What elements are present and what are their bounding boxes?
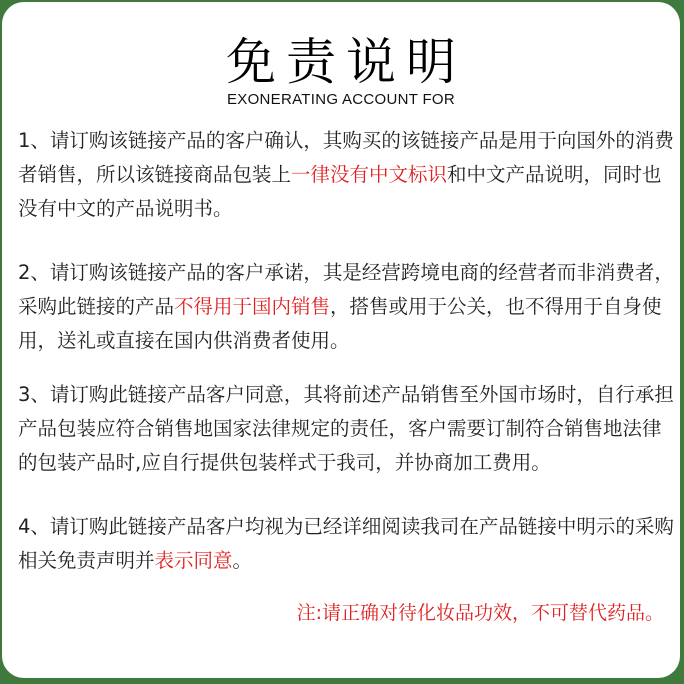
- clause-1: [18, 124, 674, 226]
- cosmetics-note: 注:请正确对待化妆品功效，不可替代药品。: [296, 602, 664, 624]
- clause-4: [18, 510, 674, 578]
- clause-1-text: 1、请订购该链接产品的客户确认，其购买的该链接产品是用于向国外的消费者销售，所以该链接商品包装上: [18, 129, 674, 186]
- clause-1-highlight: 一律没有中文标识: [291, 163, 448, 186]
- page-title: 免责说明: [226, 33, 466, 91]
- clause-2-text-end: ，搭售或用于公关，也不得用于自身使用，送礼或直接在国内供消费者使用。: [18, 295, 662, 352]
- clause-2-highlight: 不得用于国内销售: [174, 295, 331, 318]
- clause-3-text: 3、请订购此链接产品客户同意，其将前述产品销售至外国市场时，自行承担产品包装应符合销售地国家法律规定的责任，客户需要订制符合销售地法律的包装产品时,应自行提供包装样式于我司，并协商加工费用。: [18, 383, 674, 474]
- clause-2-text: 2、请订购该链接产品的客户承诺，其是经营跨境电商的经营者而非消费者，采购此链接的产品: [18, 261, 674, 318]
- clause-4-highlight: 表示同意: [154, 549, 233, 572]
- page-subtitle: EXONERATING ACCOUNT FOR: [226, 91, 456, 108]
- clause-3: [18, 378, 674, 480]
- disclaimer-card: [2, 2, 680, 678]
- clause-2: [18, 256, 674, 358]
- clause-4-text-end: 。: [232, 549, 253, 572]
- clause-1-text-end: 和中文产品说明，同时也没有中文的产品说明书。: [18, 163, 662, 220]
- clause-4-text: 4、请订购此链接产品客户均视为已经详细阅读我司在产品链接中明示的采购相关免责声明并: [18, 515, 674, 572]
